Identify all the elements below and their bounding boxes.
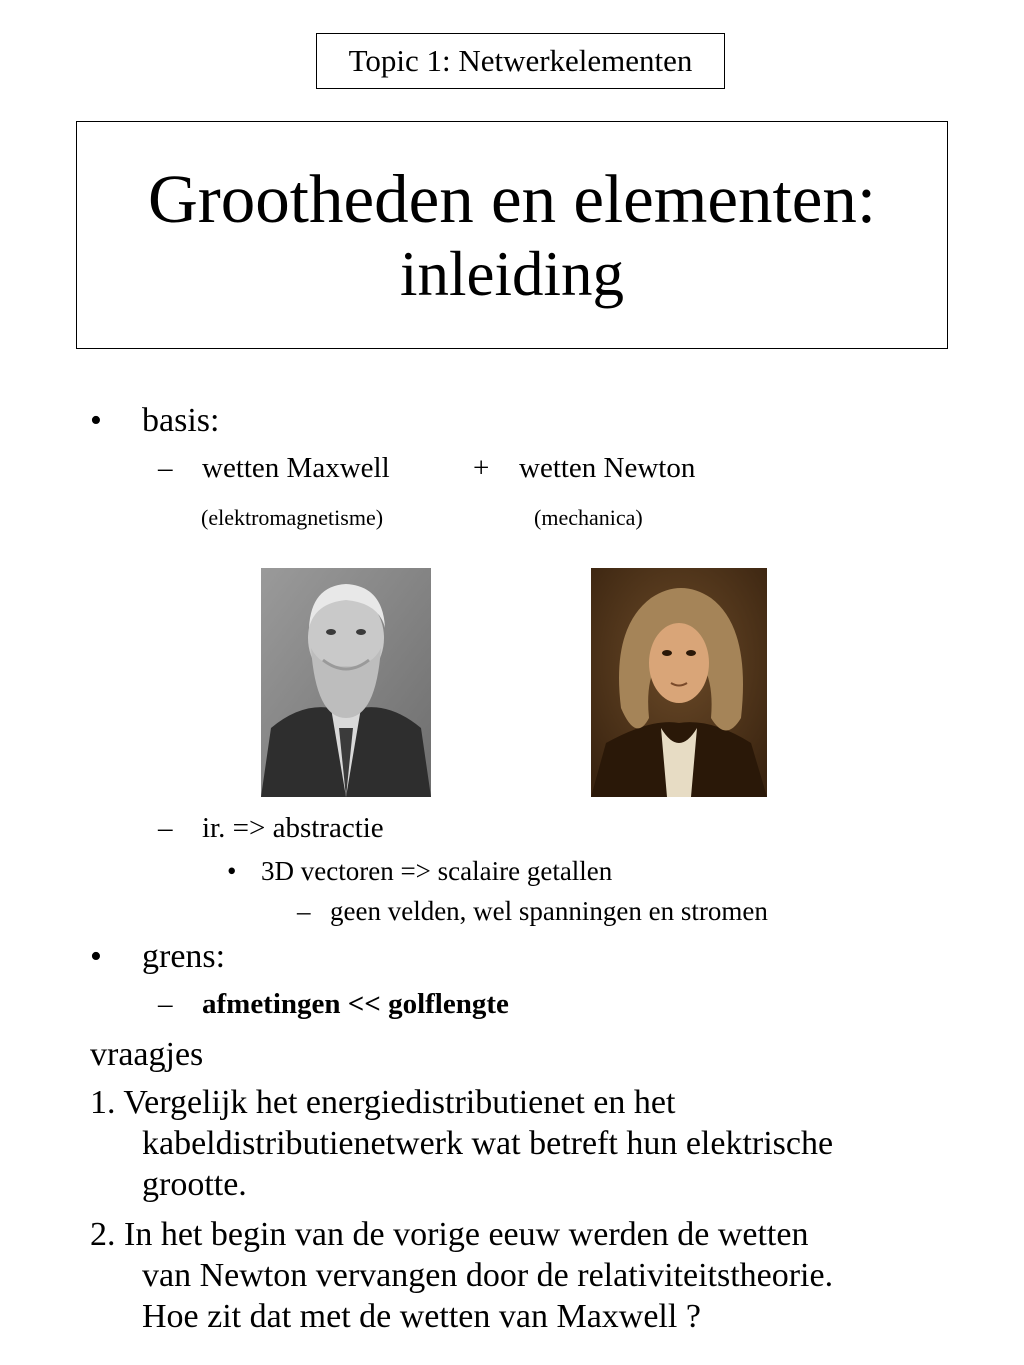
newton-note: (mechanica) (534, 505, 643, 530)
dash-marker: – (297, 896, 311, 926)
fields-text: geen velden, wel spanningen en stromen (330, 896, 768, 926)
question-1-line3: grootte. (142, 1166, 247, 1203)
abstraction-text: ir. => abstractie (202, 812, 384, 844)
bullet-marker: • (90, 402, 102, 439)
maxwell-laws-text: wetten Maxwell (202, 452, 390, 484)
bullet-grens: grens: (142, 938, 226, 975)
maxwell-portrait-icon (261, 568, 431, 797)
dash-marker: – (158, 452, 173, 484)
slide-subtitle: inleiding (400, 239, 624, 309)
question-2-line3: Hoe zit dat met de wetten van Maxwell ? (142, 1298, 701, 1335)
slide-title-line1: Grootheden en elementen: (147, 161, 877, 237)
maxwell-note: (elektromagnetisme) (201, 505, 384, 530)
dash-marker: – (158, 988, 173, 1020)
newton-laws-text: wetten Newton (519, 452, 696, 484)
bullet-basis: basis: (142, 402, 220, 439)
question-1-line1: 1. Vergelijk het energiedistributienet en het (90, 1084, 676, 1121)
newton-portrait-image (591, 568, 767, 797)
question-1-line2: kabeldistributienetwerk wat betreft hun elektrische (142, 1125, 834, 1162)
question-2-line2: van Newton vervangen door de relativiteitstheorie. (142, 1257, 834, 1294)
topic-label: Topic 1: Netwerkelementen (316, 33, 725, 89)
questions-heading: vraagjes (90, 1036, 204, 1073)
bullet-marker: • (227, 856, 237, 886)
dash-marker: – (158, 812, 173, 844)
bullet-marker: • (90, 938, 102, 975)
newton-portrait-icon (591, 568, 767, 797)
slide-title (76, 121, 948, 349)
maxwell-portrait-image (261, 568, 431, 797)
size-condition-text: afmetingen << golflengte (202, 988, 509, 1020)
plus-sign: + (473, 452, 490, 484)
vectors-text: 3D vectoren => scalaire getallen (261, 856, 613, 886)
question-2-line1: 2. In het begin van de vorige eeuw werden de wetten (90, 1216, 809, 1253)
